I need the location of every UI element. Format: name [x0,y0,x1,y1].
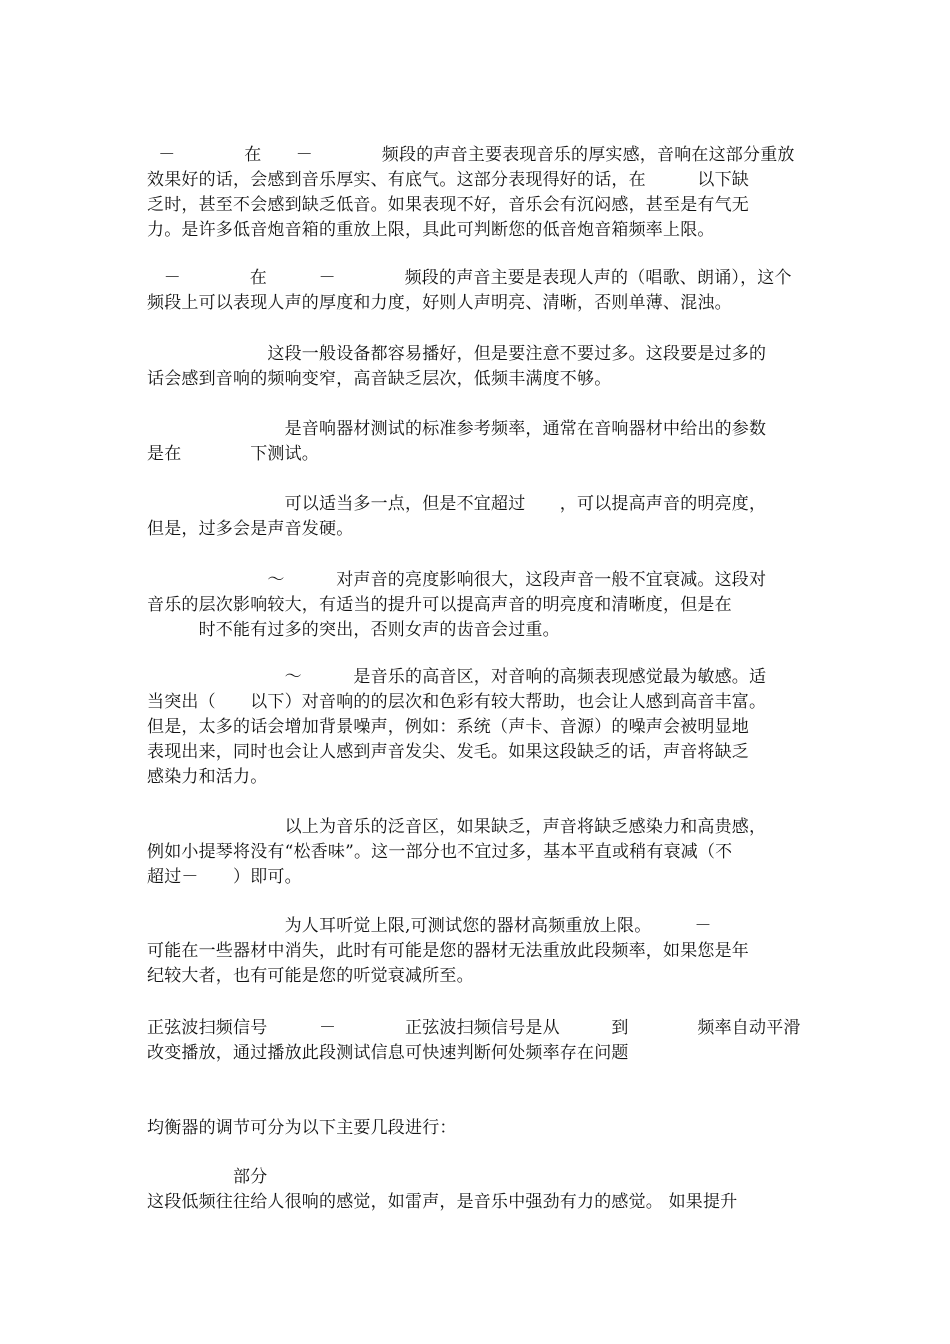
text-line: 是音响器材测试的标准参考频率，通常在音响器材中给出的参数 [147,419,767,439]
text-line: 纪较大者，也有可能是您的听觉衰减所至。 [147,966,474,986]
text-line: 均衡器的调节可分为以下主要几段进行： [147,1118,457,1138]
text-line: 部分 [147,1167,268,1187]
text-line: 这段一般设备都容易播好，但是要注意不要过多。这段要是过多的 [147,344,767,364]
text-line: 但是，过多会是声音发硬。 [147,519,354,539]
text-line: 时不能有过多的突出，否则女声的齿音会过重。 [147,620,560,640]
text-line: 乏时，甚至不会感到缺乏低音。如果表现不好，音乐会有沉闷感，甚至是有气无 [147,195,749,215]
text-line: 这段低频往往给人很响的感觉，如雷声，是音乐中强劲有力的感觉。 如果提升 [147,1192,738,1212]
text-line: － 在 － 频段的声音主要表现音乐的厚实感，音响在这部分重放 [147,145,795,165]
text-line: ～ 是音乐的高音区，对音响的高频表现感觉最为敏感。适 [147,667,767,687]
text-line: 当突出（ 以下）对音响的的层次和色彩有较大帮助，也会让人感到高音丰富。 [147,692,767,712]
text-line: 是在 下测试。 [147,444,319,464]
text-line: 可以适当多一点，但是不宜超过 ，可以提高声音的明亮度， [147,494,767,514]
text-line: 频段上可以表现人声的厚度和力度，好则人声明亮、清晰，否则单薄、混浊。 [147,293,732,313]
text-line: ～ 对声音的亮度影响很大，这段声音一般不宜衰减。这段对 [147,570,767,590]
text-line: 以上为音乐的泛音区，如果缺乏，声音将缺乏感染力和高贵感， [147,817,767,837]
text-line: 音乐的层次影响较大，有适当的提升可以提高声音的明亮度和清晰度，但是在 [147,595,732,615]
text-line: － 在 － 频段的声音主要是表现人声的（唱歌、朗诵），这个 [147,268,792,288]
text-line: 感染力和活力。 [147,767,268,787]
text-line: 例如小提琴将没有“松香味”。这一部分也不宜过多，基本平直或稍有衰减（不 [147,842,733,862]
text-line: 话会感到音响的频响变窄，高音缺乏层次，低频丰满度不够。 [147,369,612,389]
text-line: 效果好的话，会感到音乐厚实、有底气。这部分表现得好的话，在 以下缺 [147,170,749,190]
text-line: 可能在一些器材中消失，此时有可能是您的器材无法重放此段频率，如果您是年 [147,941,749,961]
text-line: 正弦波扫频信号 － 正弦波扫频信号是从 到 频率自动平滑 [147,1018,801,1038]
text-line: 表现出来，同时也会让人感到声音发尖、发毛。如果这段缺乏的话，声音将缺乏 [147,742,749,762]
text-line: 但是，太多的话会增加背景噪声，例如：系统（声卡、音源）的噪声会被明显地 [147,717,749,737]
text-line: 为人耳听觉上限,可测试您的器材高频重放上限。 － [147,916,712,936]
text-line: 超过－ ）即可。 [147,867,302,887]
text-line: 改变播放，通过播放此段测试信息可快速判断何处频率存在问题 [147,1043,629,1063]
text-line: 力。是许多低音炮音箱的重放上限，具此可判断您的低音炮音箱频率上限。 [147,220,715,240]
